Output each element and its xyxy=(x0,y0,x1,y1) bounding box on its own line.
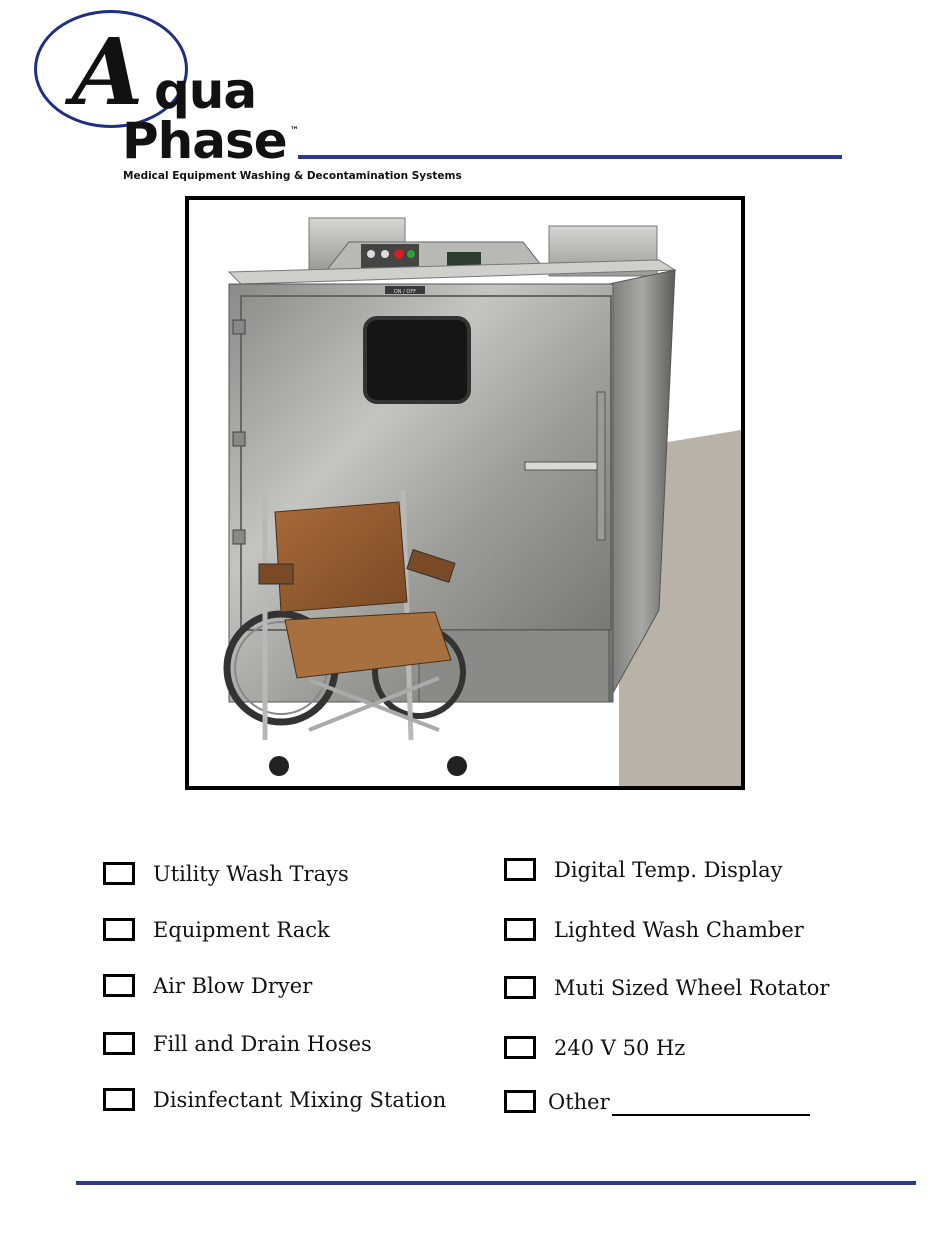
wheelchair-caster xyxy=(447,756,467,776)
option-label: Digital Temp. Display xyxy=(554,858,783,882)
door-latch xyxy=(597,392,605,540)
logo-word-phase: Phase xyxy=(122,112,287,170)
hinge xyxy=(233,432,245,446)
option-label: Utility Wash Trays xyxy=(153,862,349,886)
option-lighted-wash-chamber[interactable] xyxy=(504,916,864,946)
logo-word-aqua: qua xyxy=(154,62,257,120)
stop-button-icon xyxy=(394,249,404,259)
option-other[interactable] xyxy=(504,1088,864,1118)
control-button-icon xyxy=(381,250,389,258)
checkbox[interactable] xyxy=(103,974,135,997)
checkbox[interactable] xyxy=(103,862,135,885)
option-240v-50hz[interactable] xyxy=(504,1034,864,1064)
option-digital-temp-display[interactable] xyxy=(504,856,864,886)
company-logo xyxy=(30,8,450,188)
trademark-symbol: ™ xyxy=(290,126,299,136)
start-button-icon xyxy=(407,250,415,258)
tagline: Medical Equipment Washing & Decontamination Systems xyxy=(123,170,462,182)
checkbox[interactable] xyxy=(504,976,536,999)
option-disinfectant-mixing-station[interactable] xyxy=(103,1086,463,1116)
header-rule xyxy=(298,155,842,159)
option-label: Fill and Drain Hoses xyxy=(153,1032,372,1056)
hinge xyxy=(233,530,245,544)
door-label-text: ON / OFF xyxy=(393,289,417,295)
checkbox[interactable] xyxy=(103,1088,135,1111)
wheelchair-caster xyxy=(269,756,289,776)
other-input-line[interactable] xyxy=(612,1114,810,1116)
option-label: 240 V 50 Hz xyxy=(554,1036,686,1060)
option-label: Lighted Wash Chamber xyxy=(554,918,804,942)
door-handle xyxy=(525,462,597,470)
checkbox[interactable] xyxy=(103,918,135,941)
hinge xyxy=(233,320,245,334)
option-label: Equipment Rack xyxy=(153,918,330,942)
checkbox[interactable] xyxy=(103,1032,135,1055)
washer-illustration xyxy=(189,200,741,786)
option-label: Disinfectant Mixing Station xyxy=(153,1088,447,1112)
logo-initial: A xyxy=(72,18,144,126)
checkbox[interactable] xyxy=(504,1090,536,1113)
product-photo xyxy=(185,196,745,790)
option-label: Air Blow Dryer xyxy=(153,974,313,998)
option-air-blow-dryer[interactable] xyxy=(103,972,463,1002)
option-label: Other xyxy=(548,1090,610,1114)
checkbox[interactable] xyxy=(504,918,536,941)
option-muti-sized-wheel-rotator[interactable] xyxy=(504,974,864,1004)
checkbox[interactable] xyxy=(504,1036,536,1059)
option-label: Muti Sized Wheel Rotator xyxy=(554,976,830,1000)
wheelchair-armrest xyxy=(259,564,293,584)
wheelchair-backrest xyxy=(275,502,407,612)
option-fill-and-drain-hoses[interactable] xyxy=(103,1030,463,1060)
option-equipment-rack[interactable] xyxy=(103,916,463,946)
footer-rule xyxy=(76,1181,916,1185)
door-window xyxy=(365,318,469,402)
temperature-display xyxy=(447,252,481,266)
checkbox[interactable] xyxy=(504,858,536,881)
control-button-icon xyxy=(367,250,375,258)
option-utility-wash-trays[interactable] xyxy=(103,860,463,890)
